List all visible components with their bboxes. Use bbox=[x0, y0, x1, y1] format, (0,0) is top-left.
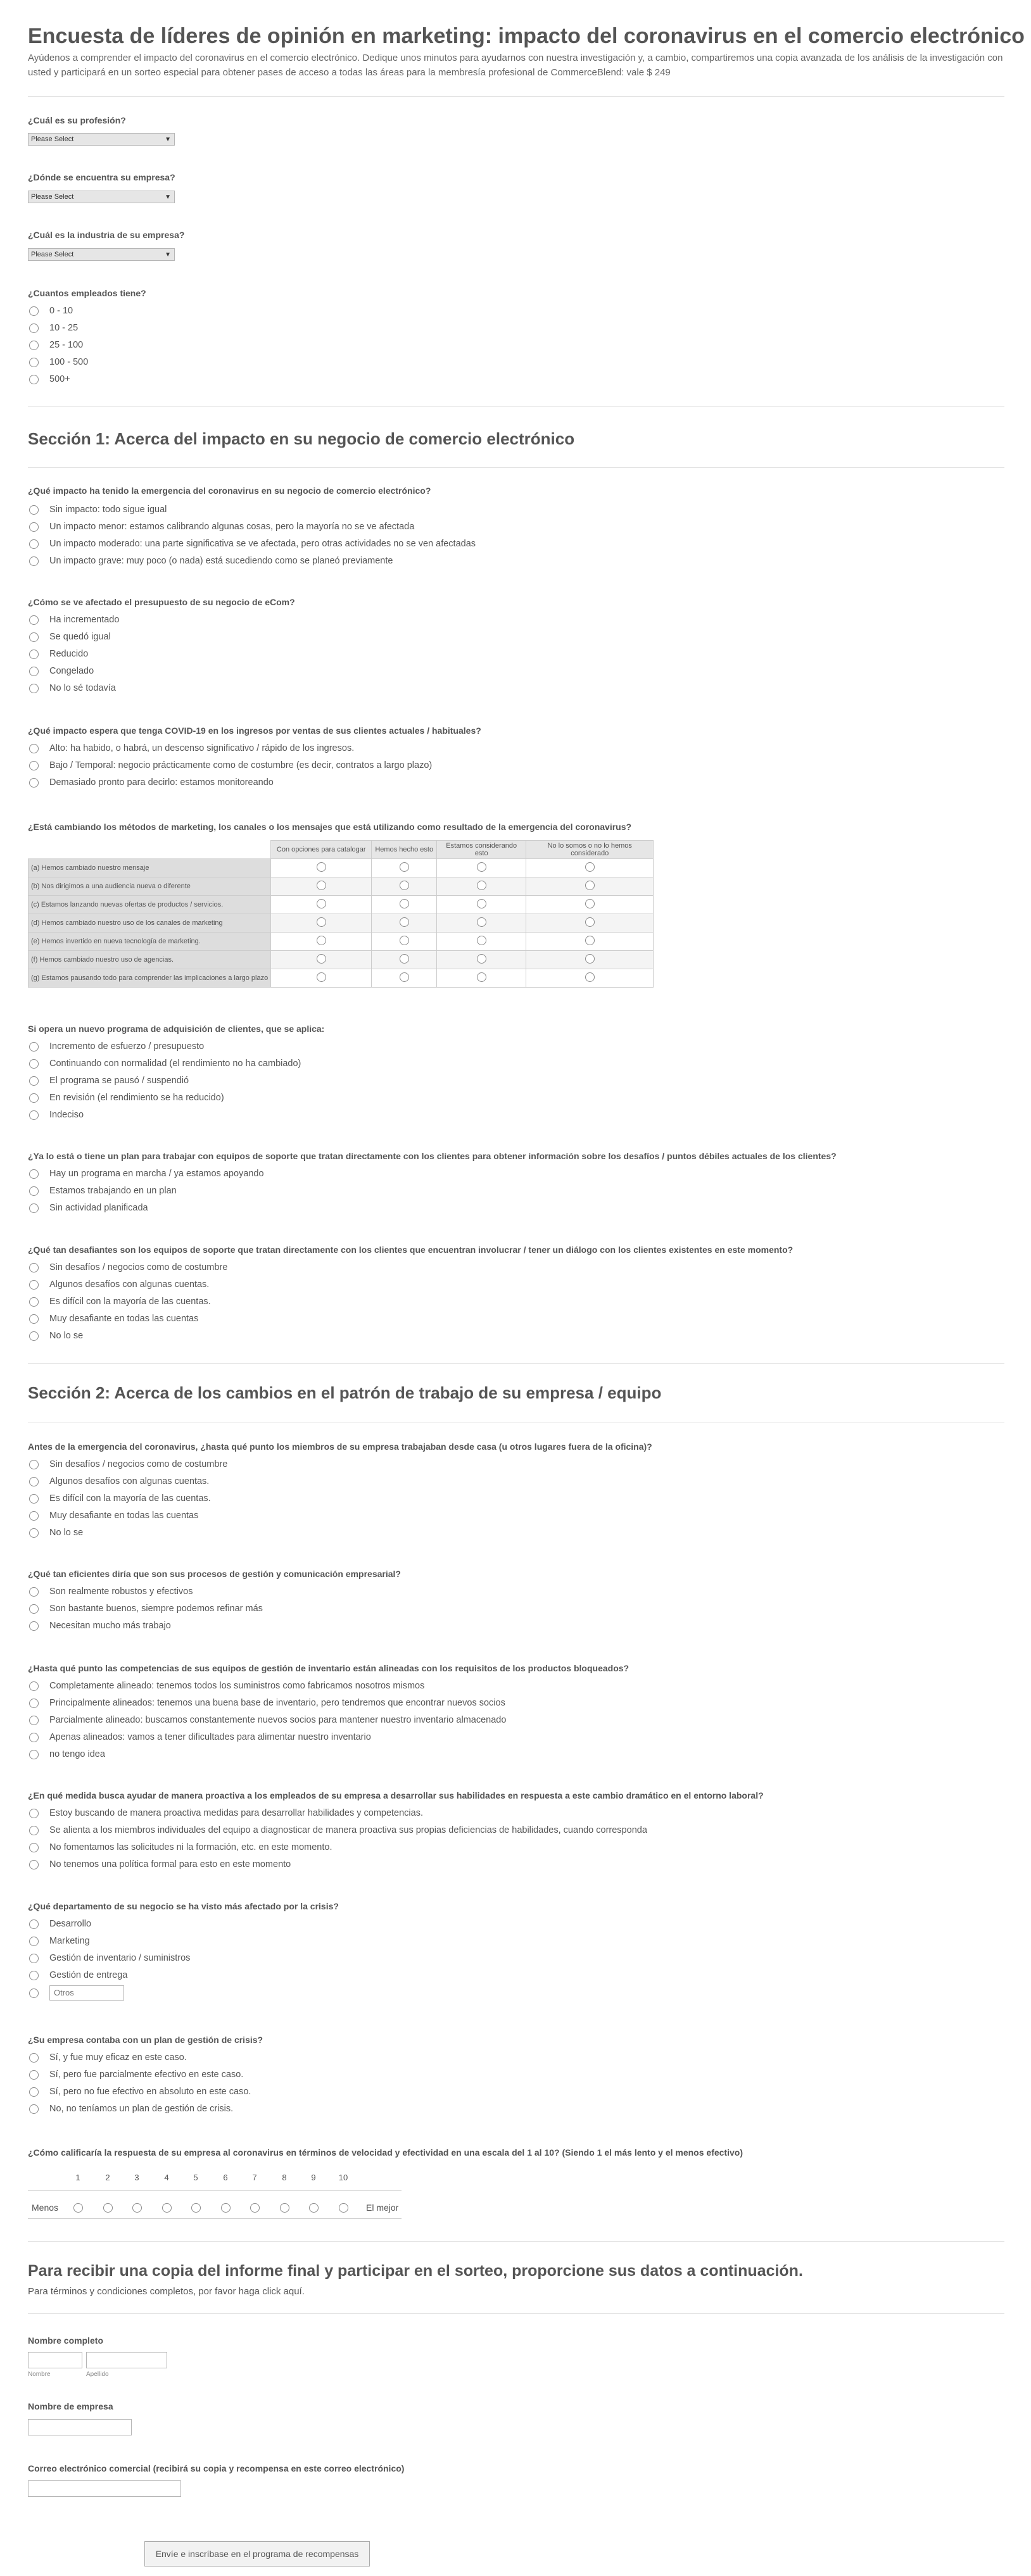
radio-option[interactable]: Es difícil con la mayoría de las cuentas. bbox=[29, 1490, 211, 1507]
page-title: Encuesta de líderes de opinión en marketing: impacto del coronavirus en el comercio electrónico bbox=[28, 24, 1025, 48]
radio-option[interactable]: El programa se pausó / suspendió bbox=[29, 1072, 189, 1089]
radio-button[interactable] bbox=[29, 1826, 39, 1835]
scale-divider bbox=[28, 2218, 402, 2219]
radio-button[interactable] bbox=[29, 358, 39, 367]
radio-button[interactable] bbox=[317, 936, 326, 945]
question-department: ¿Qué departamento de su negocio se ha visto más afectado por la crisis? bbox=[28, 1901, 339, 1911]
scale-radio[interactable] bbox=[103, 2203, 113, 2213]
radio-button[interactable] bbox=[317, 899, 326, 908]
radio-button[interactable] bbox=[400, 917, 409, 927]
scale-radio[interactable] bbox=[339, 2203, 348, 2213]
radio-option[interactable]: Un impacto moderado: una parte significativa se ve afectada, pero otras actividades no se ven afectadas bbox=[29, 536, 476, 552]
first-name-input[interactable] bbox=[28, 2352, 82, 2368]
email-label: Correo electrónico comercial (recibirá su copia y recompensa en este correo electrónico) bbox=[28, 2463, 405, 2473]
radio-option[interactable]: Principalmente alineados: tenemos una buena base de inventario, pero tendremos que encontrar nuevos socios bbox=[29, 1695, 505, 1711]
radio-button[interactable] bbox=[29, 556, 39, 566]
radio-option[interactable]: Indeciso bbox=[29, 1107, 84, 1123]
scale-low-label: Menos bbox=[32, 2202, 59, 2213]
question-revenue: ¿Qué impacto espera que tenga COVID-19 en los ingresos por ventas de sus clientes actuales / habituales? bbox=[28, 726, 481, 736]
radio-option[interactable]: Alto: ha habido, o habrá, un descenso significativo / rápido de los ingresos. bbox=[29, 740, 354, 757]
radio-option[interactable]: Completamente alineado: tenemos todos los suministros como fabricamos nosotros mismos bbox=[29, 1678, 424, 1694]
scale-radio[interactable] bbox=[250, 2203, 260, 2213]
radio-button[interactable] bbox=[29, 1681, 39, 1691]
radio-button[interactable] bbox=[400, 899, 409, 908]
scale-radio[interactable] bbox=[221, 2203, 231, 2213]
radio-button[interactable] bbox=[317, 954, 326, 964]
radio-option[interactable]: Ha incrementado bbox=[29, 612, 119, 628]
radio-button[interactable] bbox=[585, 862, 595, 872]
radio-option[interactable]: Gestión de entrega bbox=[29, 1967, 127, 1983]
section-1-title: Sección 1: Acerca del impacto en su negocio de comercio electrónico bbox=[28, 429, 575, 448]
radio-button[interactable] bbox=[477, 972, 486, 982]
question-skills: ¿En qué medida busca ayudar de manera proactiva a los empleados de su empresa a desarrollar sus habilidades en respuesta a este cambio dramático en el entorno laboral? bbox=[28, 1790, 764, 1800]
radio-button[interactable] bbox=[29, 1989, 39, 1998]
scale-number: 5 bbox=[193, 2173, 198, 2182]
page-subtitle: Ayúdenos a comprender el impacto del coronavirus en el comercio electrónico. Dedique unos minutos para ayudarnos con nuestra investigación y, a cambio, compartiremos una copia avanzada de los análisis de la investigación con usted y participará en un sorteo especial para obtener pases de acceso a todas las áreas para la membresía profesional de CommerceBlend: vale $ 249 bbox=[28, 53, 1003, 78]
question-acquisition: Si opera un nuevo programa de adquisición de clientes, que se aplica: bbox=[28, 1024, 325, 1034]
radio-option[interactable]: Estoy buscando de manera proactiva medidas para desarrollar habilidades y competencias. bbox=[29, 1805, 423, 1821]
radio-button[interactable] bbox=[317, 917, 326, 927]
profession-select[interactable] bbox=[28, 133, 175, 146]
radio-button[interactable] bbox=[477, 862, 486, 872]
question-process: ¿Qué tan eficientes diría que son sus procesos de gestión y comunicación empresarial? bbox=[28, 1569, 401, 1579]
radio-option[interactable]: Algunos desafíos con algunas cuentas. bbox=[29, 1276, 209, 1293]
matrix-row bbox=[28, 896, 654, 914]
divider bbox=[28, 2313, 1004, 2314]
radio-option[interactable]: Congelado bbox=[29, 663, 94, 679]
radio-button[interactable] bbox=[29, 1733, 39, 1742]
radio-button[interactable] bbox=[29, 2104, 39, 2114]
matrix-row-label: (c) Estamos lanzando nuevas ofertas de productos / servicios. bbox=[28, 896, 271, 914]
radio-option[interactable]: Algunos desafíos con algunas cuentas. bbox=[29, 1473, 209, 1490]
radio-option-other[interactable] bbox=[29, 1985, 124, 2001]
radio-option[interactable]: Sin impacto: todo sigue igual bbox=[29, 501, 167, 518]
radio-button[interactable] bbox=[29, 539, 39, 549]
company-label: Nombre de empresa bbox=[28, 2401, 113, 2411]
scale-radio[interactable] bbox=[73, 2203, 83, 2213]
divider bbox=[28, 96, 1004, 97]
radio-option[interactable]: Un impacto menor: estamos calibrando algunas cosas, pero la mayoría no se ve afectada bbox=[29, 518, 414, 535]
radio-option[interactable]: 500+ bbox=[29, 371, 70, 387]
radio-option[interactable]: 0 - 10 bbox=[29, 303, 73, 319]
radio-button[interactable] bbox=[29, 1076, 39, 1086]
question-impact: ¿Qué impacto ha tenido la emergencia del coronavirus en su negocio de comercio electrónico? bbox=[28, 486, 431, 496]
radio-option[interactable]: Sí, pero fue parcialmente efectivo en este caso. bbox=[29, 2066, 243, 2083]
radio-option[interactable]: Se quedó igual bbox=[29, 629, 111, 645]
radio-button[interactable] bbox=[29, 505, 39, 515]
chevron-down-icon: ▼ bbox=[165, 136, 171, 143]
question-home-work: Antes de la emergencia del coronavirus, ¿hasta qué punto los miembros de su empresa trabajaban desde casa (u otros lugares fuera de la oficina)? bbox=[28, 1442, 652, 1452]
radio-option[interactable]: No fomentamos las solicitudes ni la formación, etc. en este momento. bbox=[29, 1839, 332, 1856]
radio-button[interactable] bbox=[29, 1460, 39, 1469]
radio-option[interactable]: Parcialmente alineado: buscamos constantemente nuevos socios para mantener nuestro inventario almacenado bbox=[29, 1712, 506, 1728]
radio-button[interactable] bbox=[477, 936, 486, 945]
radio-button[interactable] bbox=[29, 1093, 39, 1103]
radio-option[interactable]: Muy desafiante en todas las cuentas bbox=[29, 1507, 198, 1524]
select-value: Please Select bbox=[31, 193, 74, 201]
matrix-header-row bbox=[28, 841, 654, 859]
radio-option[interactable]: Muy desafiante en todas las cuentas bbox=[29, 1310, 198, 1327]
scale-number: 3 bbox=[134, 2173, 139, 2182]
divider bbox=[28, 2241, 1004, 2242]
scale-number: 8 bbox=[282, 2173, 287, 2182]
radio-button[interactable] bbox=[29, 1263, 39, 1272]
matrix-row-label: (f) Hemos cambiado nuestro uso de agencias. bbox=[28, 951, 271, 969]
radio-button[interactable] bbox=[29, 1954, 39, 1963]
other-input[interactable] bbox=[49, 1985, 124, 2001]
terms-link[interactable]: Para términos y condiciones completos, por favor haga click aquí. bbox=[28, 2286, 305, 2297]
radio-button[interactable] bbox=[29, 1621, 39, 1631]
scale-radio[interactable] bbox=[280, 2203, 289, 2213]
radio-button[interactable] bbox=[29, 1511, 39, 1521]
matrix-row-label: (e) Hemos invertido en nueva tecnología de marketing. bbox=[28, 933, 271, 951]
radio-option[interactable]: Sin desafíos / negocios como de costumbre bbox=[29, 1456, 227, 1473]
radio-button[interactable] bbox=[400, 862, 409, 872]
radio-button[interactable] bbox=[29, 1297, 39, 1307]
matrix-row-label: (b) Nos dirigimos a una audiencia nueva o diferente bbox=[28, 877, 271, 896]
radio-button[interactable] bbox=[477, 917, 486, 927]
radio-button[interactable] bbox=[585, 936, 595, 945]
radio-button[interactable] bbox=[29, 324, 39, 333]
radio-button[interactable] bbox=[29, 615, 39, 625]
scale-number: 2 bbox=[105, 2173, 110, 2182]
radio-button[interactable] bbox=[29, 1314, 39, 1324]
question-marketing-matrix: ¿Está cambiando los métodos de marketing, los canales o los mensajes que está utilizando como resultado de la emergencia del coronavirus? bbox=[28, 822, 632, 832]
first-name-sublabel: Nombre bbox=[28, 2371, 51, 2378]
scale-number: 1 bbox=[75, 2173, 80, 2182]
radio-button[interactable] bbox=[29, 341, 39, 350]
scale-number: 6 bbox=[223, 2173, 228, 2182]
divider bbox=[28, 467, 1004, 468]
radio-button[interactable] bbox=[585, 917, 595, 927]
radio-option[interactable]: Reducido bbox=[29, 646, 88, 662]
scale-number: 9 bbox=[311, 2173, 316, 2182]
question-employees: ¿Cuantos empleados tiene? bbox=[28, 288, 146, 298]
radio-option[interactable]: Son realmente robustos y efectivos bbox=[29, 1583, 193, 1600]
matrix-column-header: Con opciones para catalogar bbox=[271, 841, 372, 859]
matrix-row bbox=[28, 951, 654, 969]
radio-button[interactable] bbox=[29, 778, 39, 788]
radio-button[interactable] bbox=[400, 972, 409, 982]
scale-divider bbox=[28, 2190, 402, 2191]
radio-button[interactable] bbox=[477, 881, 486, 890]
radio-button[interactable] bbox=[400, 954, 409, 964]
radio-button[interactable] bbox=[317, 862, 326, 872]
matrix-row-label: (g) Estamos pausando todo para comprender las implicaciones a largo plazo bbox=[28, 969, 271, 988]
question-profession: ¿Cuál es su profesión? bbox=[28, 115, 126, 125]
radio-option[interactable]: 100 - 500 bbox=[29, 354, 88, 370]
radio-button[interactable] bbox=[29, 1169, 39, 1179]
radio-option[interactable]: Demasiado pronto para decirlo: estamos monitoreando bbox=[29, 774, 274, 791]
divider bbox=[28, 1363, 1004, 1364]
radio-option[interactable]: Se alienta a los miembros individuales del equipo a diagnosticar de manera proactiva sus propias deficiencias de habilidades, cuando corresponda bbox=[29, 1822, 647, 1838]
matrix-column-header: No lo somos o no lo hemos considerado bbox=[526, 841, 654, 859]
radio-button[interactable] bbox=[29, 1971, 39, 1980]
radio-option[interactable]: No tenemos una política formal para esto en este momento bbox=[29, 1856, 291, 1873]
scale-number: 7 bbox=[252, 2173, 257, 2182]
radio-button[interactable] bbox=[29, 1477, 39, 1486]
radio-button[interactable] bbox=[29, 1937, 39, 1946]
select-value: Please Select bbox=[31, 135, 74, 143]
radio-button[interactable] bbox=[29, 1059, 39, 1069]
radio-option[interactable]: Son bastante buenos, siempre podemos refinar más bbox=[29, 1600, 263, 1617]
radio-button[interactable] bbox=[29, 761, 39, 770]
divider bbox=[28, 406, 1004, 407]
question-inventory: ¿Hasta qué punto las competencias de sus equipos de gestión de inventario están alineadas con los requisitos de los productos bloqueados? bbox=[28, 1663, 629, 1673]
industry-select[interactable] bbox=[28, 248, 175, 261]
radio-option[interactable]: No lo sé todavía bbox=[29, 680, 116, 696]
radio-button[interactable] bbox=[29, 1494, 39, 1504]
radio-button[interactable] bbox=[29, 306, 39, 316]
radio-option[interactable]: Continuando con normalidad (el rendimiento no ha cambiado) bbox=[29, 1055, 301, 1072]
radio-option[interactable]: Gestión de inventario / suministros bbox=[29, 1950, 190, 1966]
radio-button[interactable] bbox=[585, 972, 595, 982]
radio-button[interactable] bbox=[29, 1843, 39, 1852]
radio-option[interactable]: Marketing bbox=[29, 1933, 90, 1949]
radio-button[interactable] bbox=[29, 1716, 39, 1725]
matrix-row-label: (d) Hemos cambiado nuestro uso de los canales de marketing bbox=[28, 914, 271, 933]
radio-button[interactable] bbox=[29, 1587, 39, 1597]
question-location: ¿Dónde se encuentra su empresa? bbox=[28, 172, 175, 182]
scale-number: 4 bbox=[164, 2173, 169, 2182]
radio-button[interactable] bbox=[29, 2070, 39, 2080]
radio-button[interactable] bbox=[400, 881, 409, 890]
scale-radio[interactable] bbox=[132, 2203, 142, 2213]
matrix-table bbox=[28, 840, 654, 988]
scale-high-label: El mejor bbox=[366, 2202, 399, 2213]
question-industry: ¿Cuál es la industria de su empresa? bbox=[28, 230, 185, 240]
radio-button[interactable] bbox=[29, 632, 39, 642]
radio-option[interactable]: En revisión (el rendimiento se ha reducido) bbox=[29, 1090, 224, 1106]
radio-option[interactable]: Sí, pero no fue efectivo en absoluto en este caso. bbox=[29, 2083, 251, 2100]
radio-button[interactable] bbox=[317, 972, 326, 982]
radio-button[interactable] bbox=[29, 1860, 39, 1869]
radio-option[interactable]: No lo se bbox=[29, 1524, 83, 1541]
radio-button[interactable] bbox=[29, 1750, 39, 1759]
radio-option[interactable]: Sin actividad planificada bbox=[29, 1200, 148, 1216]
radio-option[interactable]: Un impacto grave: muy poco (o nada) está sucediendo como se planeó previamente bbox=[29, 553, 393, 569]
section-2-title: Sección 2: Acerca de los cambios en el patrón de trabajo de su empresa / equipo bbox=[28, 1383, 662, 1402]
radio-option[interactable]: Hay un programa en marcha / ya estamos apoyando bbox=[29, 1165, 264, 1182]
radio-button[interactable] bbox=[29, 1186, 39, 1196]
radio-option[interactable]: No lo se bbox=[29, 1328, 83, 1344]
radio-button[interactable] bbox=[29, 1919, 39, 1929]
matrix-column-header: Hemos hecho esto bbox=[372, 841, 437, 859]
scale-radio[interactable] bbox=[309, 2203, 319, 2213]
radio-button[interactable] bbox=[29, 2087, 39, 2097]
matrix-row bbox=[28, 933, 654, 951]
question-rating-scale: ¿Cómo calificaría la respuesta de su empresa al coronavirus en términos de velocidad y efectividad en una escala del 1 al 10? (Siendo 1 el más lento y el menos efectivo) bbox=[28, 2147, 743, 2158]
radio-button[interactable] bbox=[29, 522, 39, 532]
radio-option[interactable]: Necesitan mucho más trabajo bbox=[29, 1618, 171, 1634]
radio-option[interactable]: 25 - 100 bbox=[29, 337, 83, 353]
radio-button[interactable] bbox=[585, 881, 595, 890]
question-budget: ¿Cómo se ve afectado el presupuesto de su negocio de eCom? bbox=[28, 597, 295, 607]
radio-button[interactable] bbox=[317, 881, 326, 890]
radio-option[interactable]: no tengo idea bbox=[29, 1746, 105, 1762]
radio-button[interactable] bbox=[29, 1203, 39, 1213]
contact-title: Para recibir una copia del informe final y participar en el sorteo, proporcione sus datos a continuación. bbox=[28, 2262, 803, 2280]
radio-button[interactable] bbox=[477, 899, 486, 908]
radio-button[interactable] bbox=[29, 2053, 39, 2063]
matrix-row bbox=[28, 859, 654, 877]
select-value: Please Select bbox=[31, 251, 74, 258]
radio-button[interactable] bbox=[29, 1809, 39, 1818]
radio-option[interactable]: Sí, y fue muy eficaz en este caso. bbox=[29, 2049, 187, 2066]
scale-number: 10 bbox=[338, 2173, 348, 2182]
radio-option[interactable]: Apenas alineados: vamos a tener dificultades para alimentar nuestro inventario bbox=[29, 1729, 371, 1745]
submit-button[interactable]: Envíe e inscríbase en el programa de recompensas bbox=[144, 2541, 370, 2567]
matrix-row bbox=[28, 877, 654, 896]
radio-button[interactable] bbox=[29, 667, 39, 676]
radio-option[interactable]: Estamos trabajando en un plan bbox=[29, 1183, 177, 1199]
radio-button[interactable] bbox=[29, 1528, 39, 1538]
radio-button[interactable] bbox=[29, 1042, 39, 1052]
last-name-input[interactable] bbox=[86, 2352, 167, 2368]
question-support-challenge: ¿Qué tan desafiantes son los equipos de soporte que tratan directamente con los clientes que encuentran involucrar / tener un diálogo con los clientes existentes en este momento? bbox=[28, 1245, 794, 1255]
scale-radio[interactable] bbox=[191, 2203, 201, 2213]
radio-option[interactable]: No, no teníamos un plan de gestión de crisis. bbox=[29, 2101, 233, 2117]
radio-button[interactable] bbox=[29, 1280, 39, 1290]
radio-option[interactable]: Desarrollo bbox=[29, 1916, 91, 1932]
matrix-row bbox=[28, 914, 654, 933]
matrix-row bbox=[28, 969, 654, 988]
scale-radio[interactable] bbox=[162, 2203, 172, 2213]
radio-button[interactable] bbox=[29, 1699, 39, 1708]
radio-option[interactable]: Es difícil con la mayoría de las cuentas. bbox=[29, 1293, 211, 1310]
radio-button[interactable] bbox=[29, 1110, 39, 1120]
radio-button[interactable] bbox=[29, 650, 39, 659]
matrix-column-header: Estamos considerando esto bbox=[437, 841, 526, 859]
chevron-down-icon: ▼ bbox=[165, 251, 171, 258]
question-crisis-plan: ¿Su empresa contaba con un plan de gestión de crisis? bbox=[28, 2035, 263, 2045]
radio-option[interactable]: Bajo / Temporal: negocio prácticamente como de costumbre (es decir, contratos a largo plazo) bbox=[29, 757, 432, 774]
radio-option[interactable]: 10 - 25 bbox=[29, 320, 78, 336]
radio-button[interactable] bbox=[477, 954, 486, 964]
radio-button[interactable] bbox=[585, 899, 595, 908]
radio-button[interactable] bbox=[29, 744, 39, 753]
matrix-row-label: (a) Hemos cambiado nuestro mensaje bbox=[28, 859, 271, 877]
question-support-plan: ¿Ya lo está o tiene un plan para trabajar con equipos de soporte que tratan directamente con los clientes para obtener información sobre los desafíos / puntos débiles actuales de los clientes? bbox=[28, 1151, 837, 1161]
radio-option[interactable]: Incremento de esfuerzo / presupuesto bbox=[29, 1038, 204, 1055]
radio-button[interactable] bbox=[29, 1604, 39, 1614]
radio-button[interactable] bbox=[29, 375, 39, 384]
radio-button[interactable] bbox=[29, 1331, 39, 1341]
company-input[interactable] bbox=[28, 2419, 132, 2435]
radio-button[interactable] bbox=[585, 954, 595, 964]
location-select[interactable] bbox=[28, 191, 175, 203]
chevron-down-icon: ▼ bbox=[165, 194, 171, 201]
full-name-label: Nombre completo bbox=[28, 2335, 104, 2346]
radio-button[interactable] bbox=[29, 684, 39, 693]
last-name-sublabel: Apellido bbox=[86, 2371, 109, 2378]
email-input[interactable] bbox=[28, 2480, 181, 2497]
radio-button[interactable] bbox=[400, 936, 409, 945]
radio-option[interactable]: Sin desafíos / negocios como de costumbre bbox=[29, 1259, 227, 1276]
